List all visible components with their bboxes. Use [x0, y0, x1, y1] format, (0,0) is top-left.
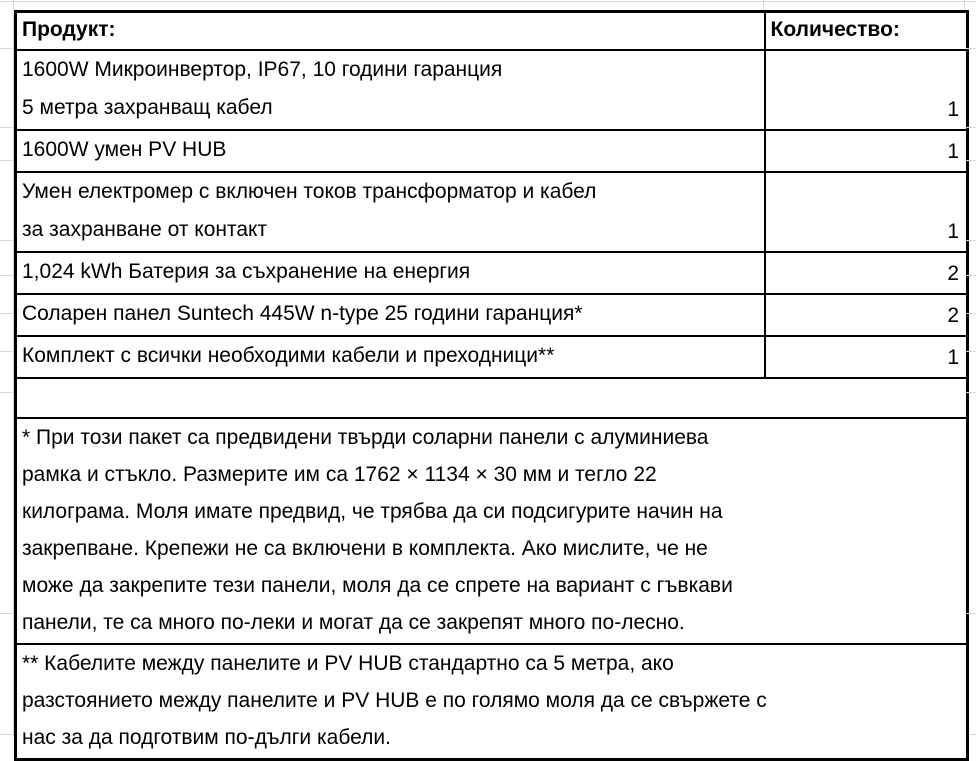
gridline-row-stub: [0, 160, 14, 161]
header-cell-product[interactable]: Продукт:: [16, 12, 765, 51]
product-cell[interactable]: [16, 294, 765, 336]
footnote-line: разстоянието между панелите и PV HUB е по голямо моля да се свържете с: [22, 689, 767, 712]
gridline-row-stub: [966, 313, 976, 314]
product-cell[interactable]: [16, 172, 765, 252]
gridline-row-stub: [966, 351, 976, 352]
gridline-row-stub: [966, 392, 976, 393]
cell-line: 1600W Микроинвертор, IP67, 10 години гаранция: [22, 58, 503, 81]
gridline-top-horizontal: [0, 1, 976, 2]
table-row: [16, 336, 968, 378]
cell-line: 1,024 kWh Батерия за съхранение на енергия: [22, 260, 471, 283]
product-cell[interactable]: [16, 252, 765, 294]
quantity-cell[interactable]: 1: [765, 50, 968, 130]
footnote-line: килограма. Моля имате предвид, че трябва да си подсигурите начин на: [22, 500, 723, 523]
footnote-line: панели, те са много по-леки и могат да се закрепят много по-лесно.: [22, 611, 685, 634]
footnote-row-cable-length: [16, 644, 968, 760]
cell-line: Комплект с всички необходими кабели и преходници**: [22, 344, 555, 367]
footnote-line: нас за да подготвим по-дълги кабели.: [22, 726, 391, 749]
gridline-row-stub: [966, 240, 976, 241]
table-row: [16, 172, 968, 252]
gridline-row-stub: [0, 48, 14, 49]
product-cell[interactable]: [16, 336, 765, 378]
quantity-cell[interactable]: 1: [765, 336, 968, 378]
gridline-row-stub: [0, 275, 14, 276]
gridline-row-stub: [0, 127, 14, 128]
gridline-row-stub: [966, 160, 976, 161]
gridline-row-stub: [966, 613, 976, 614]
gridline-row-stub: [0, 613, 14, 614]
gridline-right-edge-top-stub: [964, 0, 965, 10]
footnote-line: може да закрепите тези панели, моля да се спрете на вариант с гъвкави: [22, 574, 733, 597]
gridline-row-stub: [0, 351, 14, 352]
cell-line: Соларен панел Suntech 445W n-type 25 години гаранция*: [22, 302, 583, 325]
table-row: [16, 50, 968, 130]
gridline-row-stub: [966, 275, 976, 276]
footnote-line: * При този пакет са предвидени твърди соларни панели с алуминиева: [22, 426, 709, 449]
empty-cell[interactable]: [16, 378, 968, 418]
product-table: [14, 10, 969, 761]
table-row: [16, 130, 968, 172]
quantity-cell[interactable]: 1: [765, 130, 968, 172]
cell-line: 5 метра захранващ кабел: [22, 96, 273, 119]
quantity-cell[interactable]: 1: [765, 172, 968, 252]
product-cell[interactable]: [16, 130, 765, 172]
footnote-row-hard-panels: [16, 418, 968, 644]
table-row: [16, 294, 968, 336]
product-cell[interactable]: [16, 50, 765, 130]
table-row: [16, 252, 968, 294]
cell-line: 1600W умен PV HUB: [22, 138, 227, 161]
footnote-cable-length-cell[interactable]: [16, 644, 968, 760]
footnote-line: закрепване. Крепежи не са включени в комплекта. Ако мислите, че не: [22, 537, 708, 560]
gridline-row-stub: [966, 127, 976, 128]
gridline-row-stub: [0, 240, 14, 241]
cell-line: за захранване от контакт: [22, 218, 268, 241]
gridline-column-divider-top-stub: [763, 0, 764, 10]
gridline-row-stub: [0, 313, 14, 314]
empty-spacer-row: [16, 378, 968, 418]
gridline-row-stub: [0, 392, 14, 393]
quantity-cell[interactable]: 2: [765, 252, 968, 294]
table-header-row: [16, 12, 968, 51]
footnote-hard-panels-cell[interactable]: [16, 418, 968, 644]
footnote-line: ** Кабелите между панелите и PV HUB стандартно са 5 метра, ако: [22, 652, 674, 675]
quantity-cell[interactable]: 2: [765, 294, 968, 336]
gridline-row-stub: [966, 48, 976, 49]
cell-line: Умен електромер с включен токов трансформатор и кабел: [22, 180, 597, 203]
footnote-line: рамка и стъкло. Размерите им са 1762 × 1134 × 30 мм и тегло 22: [22, 463, 657, 486]
header-cell-quantity[interactable]: Количество:: [765, 12, 968, 51]
